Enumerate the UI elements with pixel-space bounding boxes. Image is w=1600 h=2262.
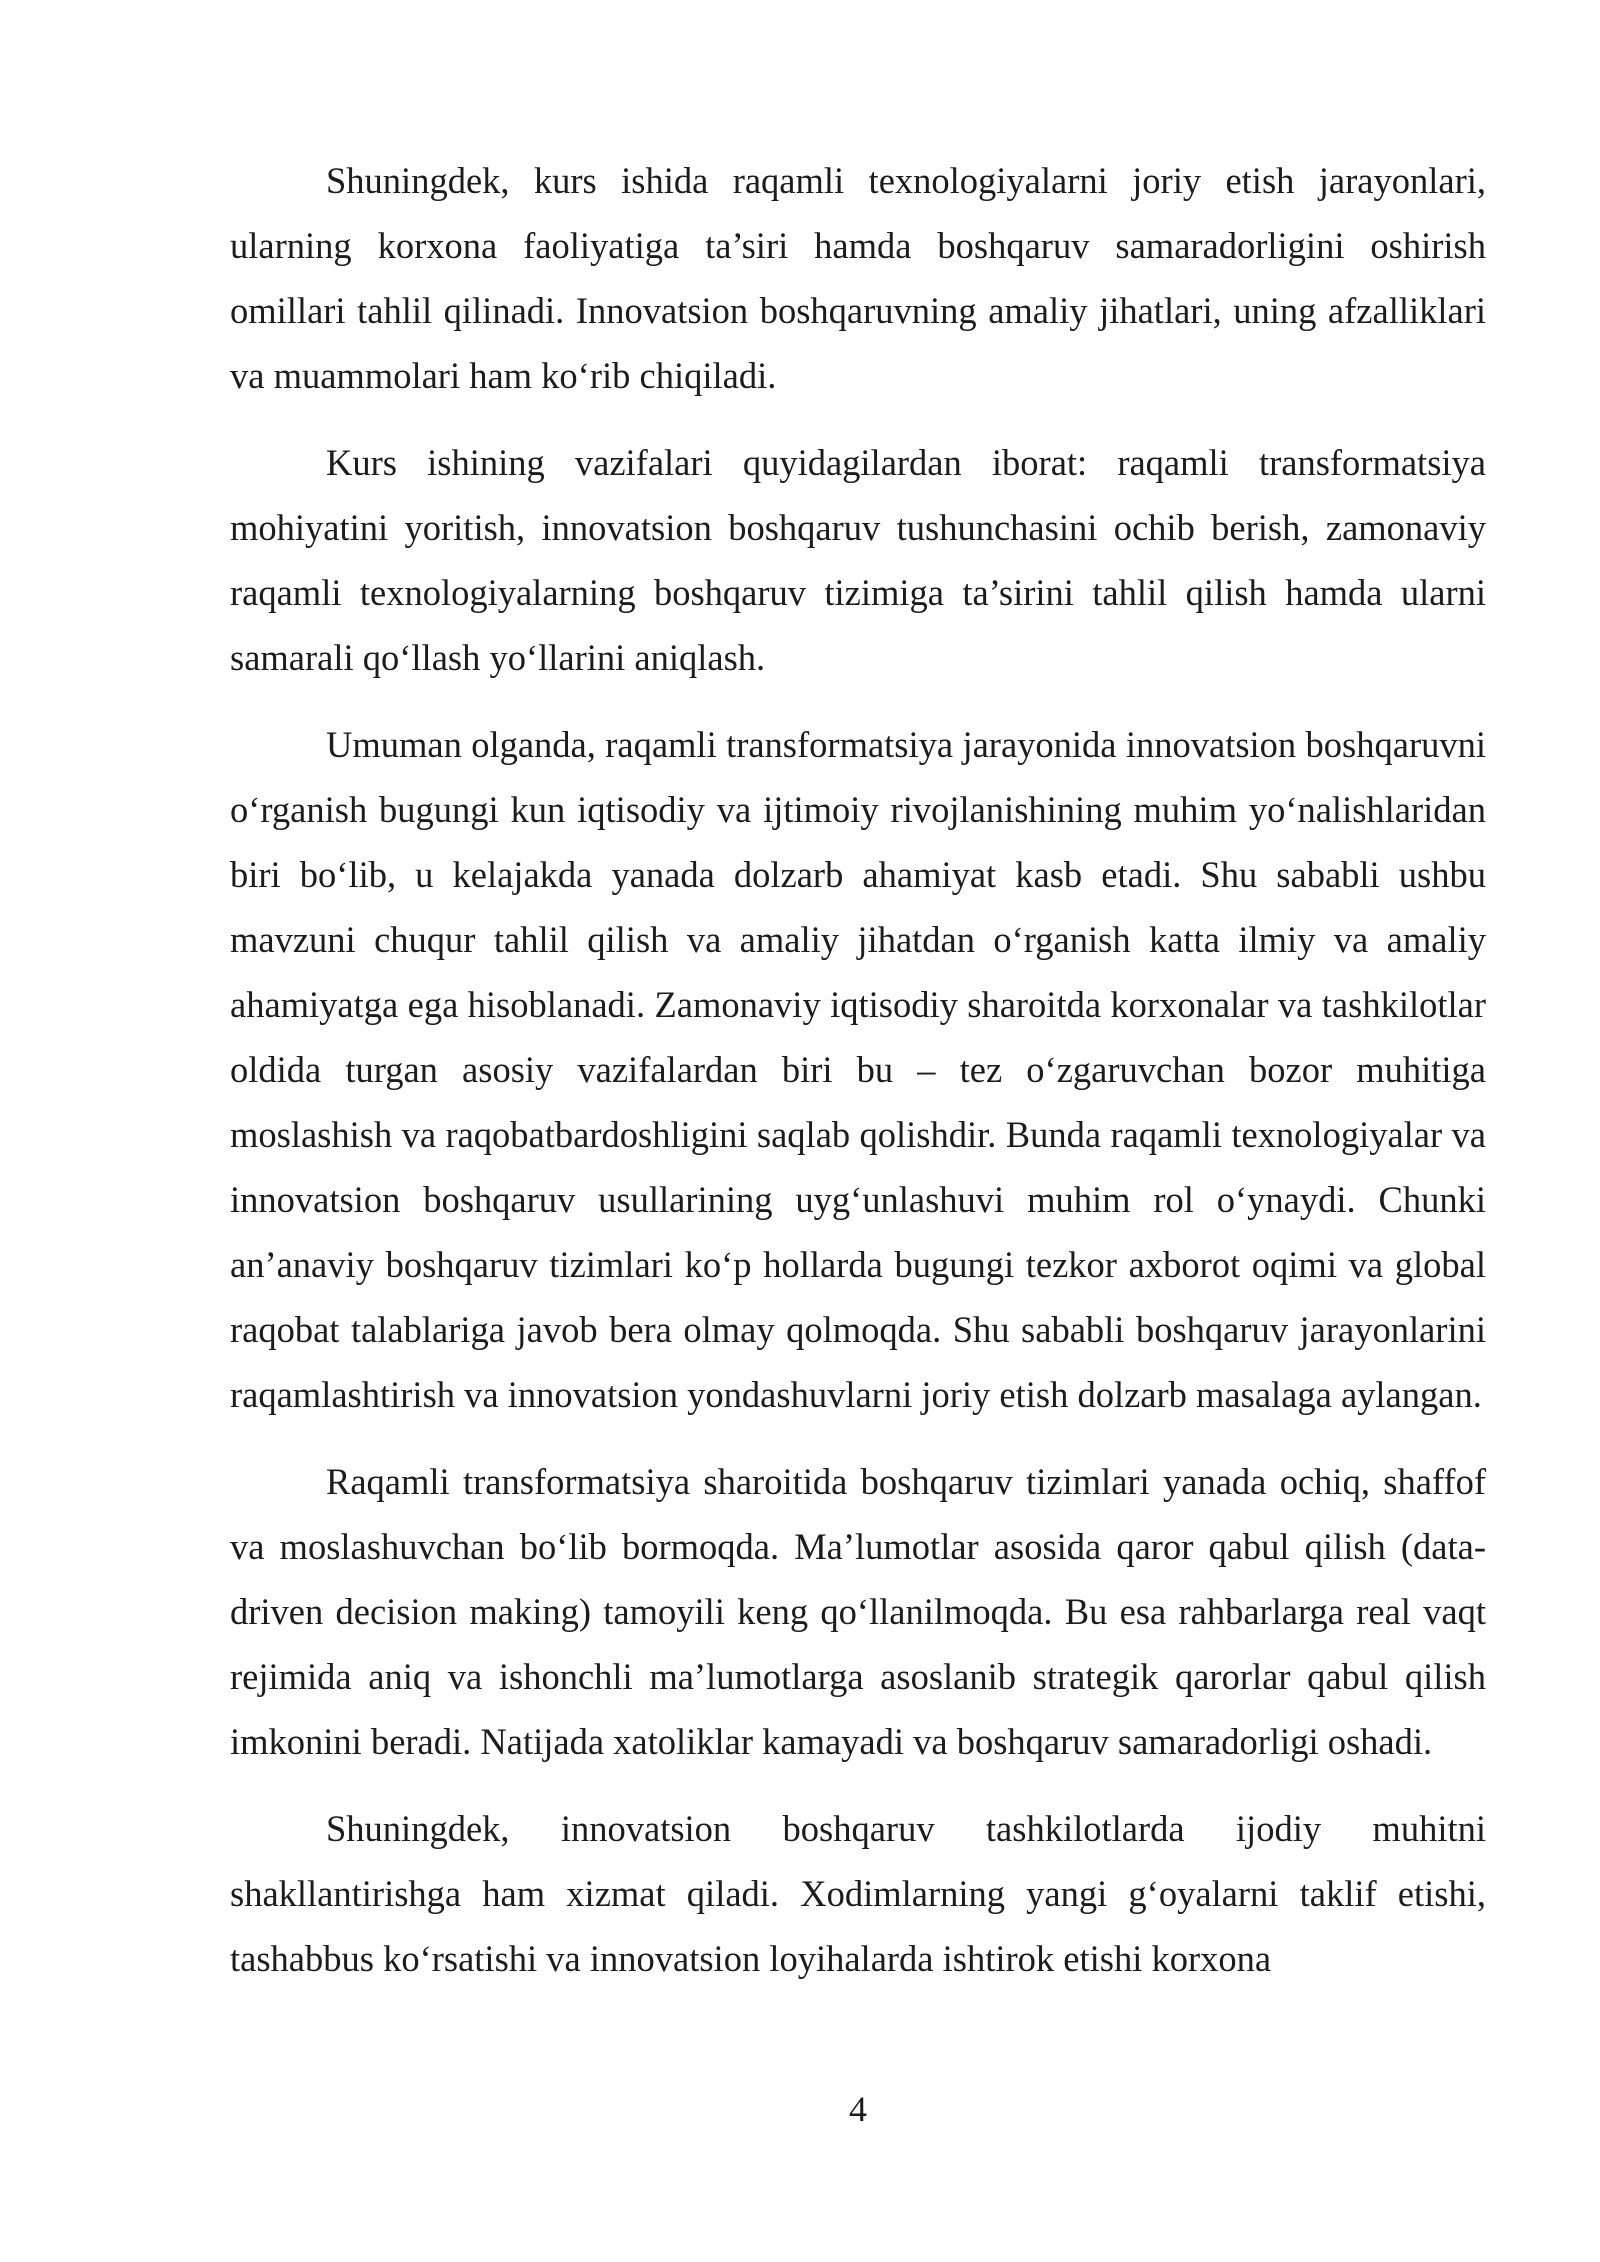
page-number: 4: [849, 2089, 867, 2129]
paragraph: Kurs ishining vazifalari quyidagilardan iborat: raqamli transformatsiya mohiyatini yoritish, innovatsion boshqaruv tushunchasini ochib berish, zamonaviy raqamli texnologiyalarning boshqaruv tizimiga ta’sirini tahlil qilish hamda ularni samarali qo‘llash yo‘llarini aniqlash.: [230, 442, 1486, 678]
paragraph: Raqamli transformatsiya sharoitida boshqaruv tizimlari yanada ochiq, shaffof va moslashuvchan bo‘lib bormoqda. Ma’lumotlar asosida qaror qabul qilish (data-driven decision making) tamoyili keng qo‘llanilmoqda. Bu esa rahbarlarga real vaqt rejimida aniq va ishonchli ma’lumotlarga asoslanib strategik qarorlar qabul qilish imkonini beradi. Natijada xatoliklar kamayadi va boshqaruv samaradorligi oshadi.: [230, 1461, 1486, 1762]
paragraph: Umuman olganda, raqamli transformatsiya jarayonida innovatsion boshqaruvni o‘rganish bugungi kun iqtisodiy va ijtimoiy rivojlanishining muhim yo‘nalishlaridan biri bo‘lib, u kelajakda yanada dolzarb ahamiyat kasb etadi. Shu sababli ushbu mavzuni chuqur tahlil qilish va amaliy jihatdan o‘rganish katta ilmiy va amaliy ahamiyatga ega hisoblanadi. Zamonaviy iqtisodiy sharoitda korxonalar va tashkilotlar oldida turgan asosiy vazifalardan biri bu – tez o‘zgaruvchan bozor muhitiga moslashish va raqobatbardoshligini saqlab qolishdir. Bunda raqamli texnologiyalar va innovatsion boshqaruv usullarining uyg‘unlashuvi muhim rol o‘ynaydi. Chunki an’anaviy boshqaruv tizimlari ko‘p hollarda bugungi tezkor axborot oqimi va global raqobat talablariga javob bera olmay qolmoqda. Shu sababli boshqaruv jarayonlarini raqamlashtirish va innovatsion yondashuvlarni joriy etish dolzarb masalaga aylangan.: [230, 724, 1486, 1415]
paragraph: Shuningdek, kurs ishida raqamli texnologiyalarni joriy etish jarayonlari, ularning korxona faoliyatiga ta’siri hamda boshqaruv samaradorligini oshirish omillari tahlil qilinadi. Innovatsion boshqaruvning amaliy jihatlari, uning afzalliklari va muammolari ham ko‘rib chiqiladi.: [230, 160, 1486, 396]
document-body: [230, 148, 1486, 2013]
paragraph: Shuningdek, innovatsion boshqaruv tashkilotlarda ijodiy muhitni shakllantirishga ham xizmat qiladi. Xodimlarning yangi g‘oyalarni taklif etishi, tashabbus ko‘rsatishi va innovatsion loyihalarda ishtirok etishi korxona: [230, 1808, 1486, 1979]
